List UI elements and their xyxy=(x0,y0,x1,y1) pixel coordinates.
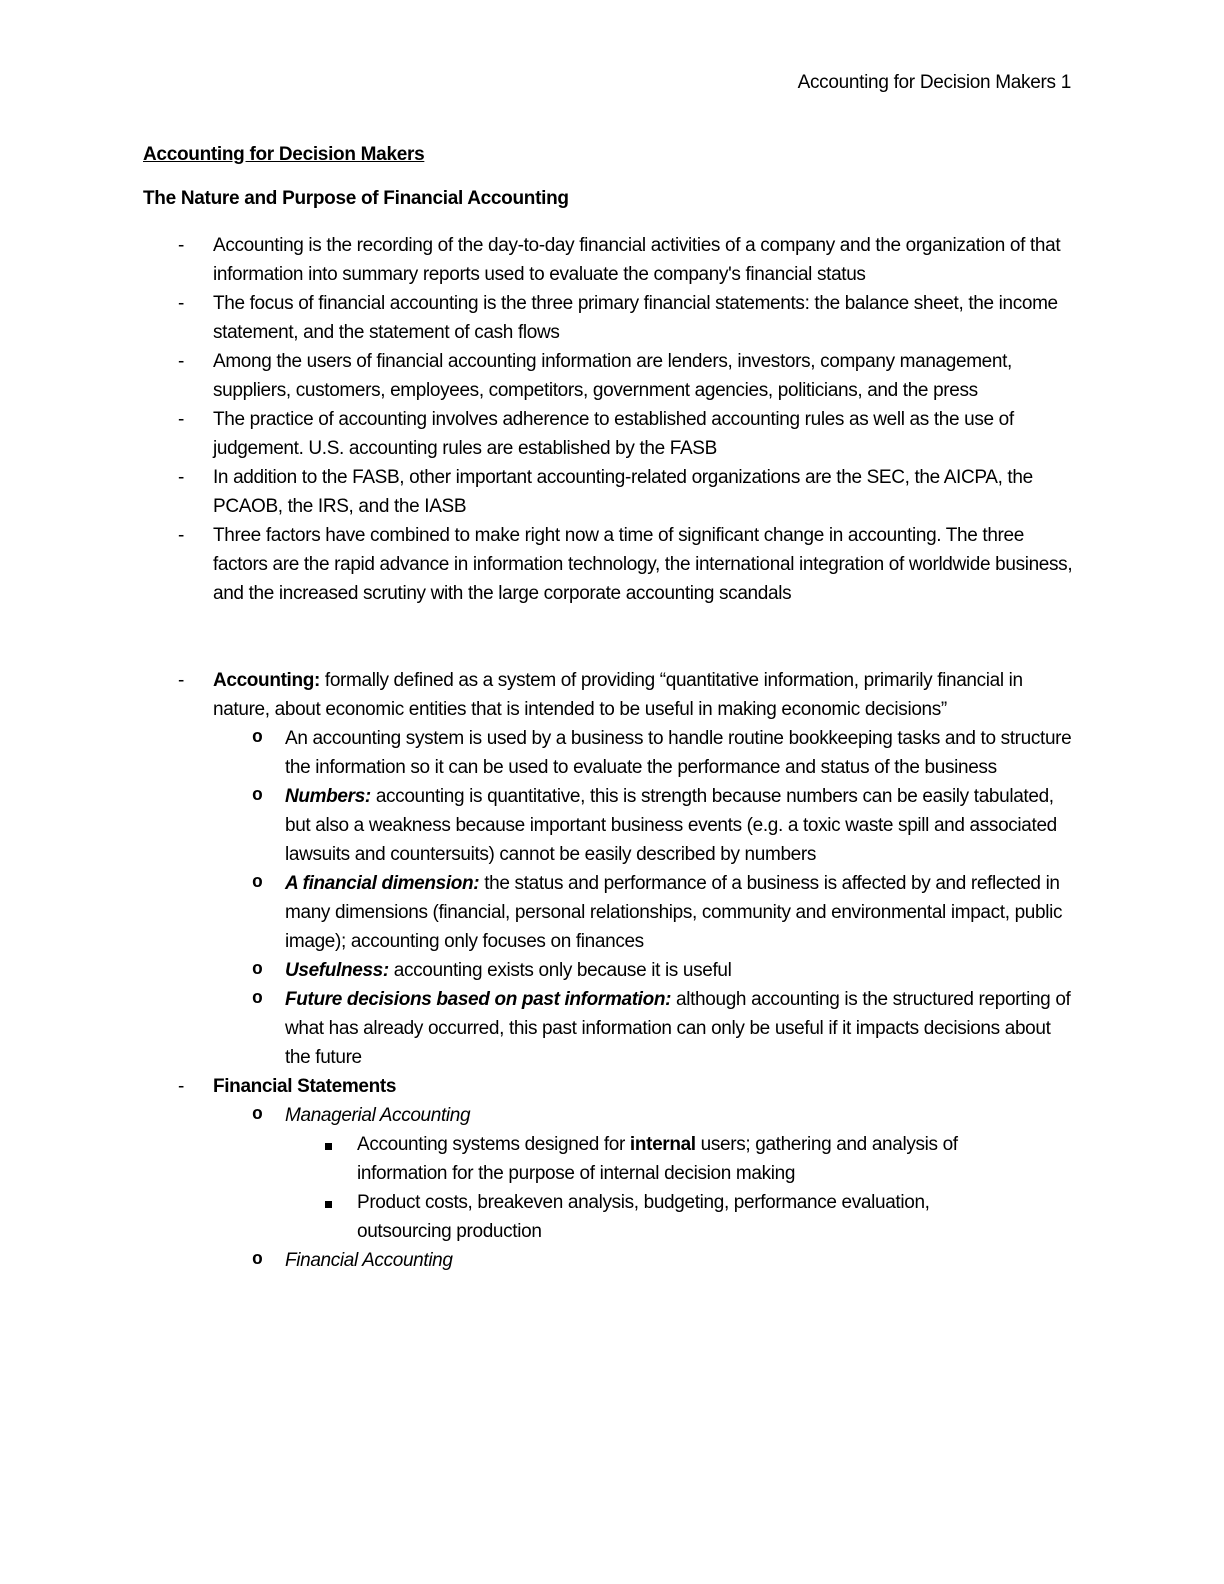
list-item-text: Three factors have combined to make right now a time of significant change in accounting. The three factors are the rapid advance in information technology, the international integration of worldwide business, and the increased scrutiny with the large corporate accounting scandals xyxy=(213,525,1073,604)
circle-bullet-icon: o xyxy=(252,960,263,980)
dash-bullet-icon: - xyxy=(178,467,184,488)
list-item xyxy=(0,347,1073,405)
section-title: The Nature and Purpose of Financial Accounting xyxy=(143,188,569,209)
list-item xyxy=(0,405,1073,463)
definition-list xyxy=(0,666,1224,724)
list-item-text: Among the users of financial accounting information are lenders, investors, company management, suppliers, customers, employees, competitors, government agencies, politicians, and the press xyxy=(213,351,1012,401)
dash-bullet-icon: - xyxy=(178,235,184,256)
list-item-text: The focus of financial accounting is the three primary financial statements: the balance sheet, the income statement, and the statement of cash flows xyxy=(213,293,1058,343)
list-item xyxy=(0,289,1073,347)
list-item-text: In addition to the FASB, other important accounting-related organizations are the SEC, the AICPA, the PCAOB, the IRS, and the IASB xyxy=(213,467,1033,517)
list-item-text: The practice of accounting involves adherence to established accounting rules as well as the use of judgement. U.S. accounting rules are established by the FASB xyxy=(213,409,1014,459)
sub-item-text: accounting is quantitative, this is strength because numbers can be easily tabulated, but also a weakness because important business events (e.g. a toxic waste spill and associated lawsuits and countersuits) cannot be easily described by numbers xyxy=(285,786,1057,865)
square-bullet-icon xyxy=(325,1188,332,1217)
blank-paragraph xyxy=(0,608,1224,666)
document-title: Accounting for Decision Makers xyxy=(143,144,425,165)
circle-bullet-icon: o xyxy=(252,873,263,893)
definition-text: formally defined as a system of providing “quantitative information, primarily financial in nature, about economic entities that is intended to be useful in making economic decisions” xyxy=(213,670,1023,720)
financial-statements-heading xyxy=(0,1072,1073,1101)
dash-bullet-icon: - xyxy=(178,293,184,314)
list-item xyxy=(0,463,1073,521)
list-item-text: Accounting is the recording of the day-to-day financial activities of a company and the organization of that information into summary reports used to evaluate the company's financial status xyxy=(213,235,1061,285)
sub-item-term: A financial dimension: xyxy=(285,873,480,894)
detail-text: Product costs, breakeven analysis, budgeting, performance evaluation, outsourcing production xyxy=(357,1192,930,1242)
circle-bullet-icon: o xyxy=(252,786,263,806)
managerial-detail-item xyxy=(0,1130,1017,1188)
financial-statements-list xyxy=(0,1072,1224,1275)
sub-list-item xyxy=(0,956,1075,985)
dash-bullet-icon: - xyxy=(178,670,184,691)
sub-item-text: accounting exists only because it is useful xyxy=(388,960,732,981)
list-item xyxy=(0,231,1073,289)
sub-heading-text: Managerial Accounting xyxy=(285,1105,471,1126)
sub-list-item xyxy=(0,985,1075,1072)
running-header: Accounting for Decision Makers 1 xyxy=(797,72,1071,93)
definition-term: Accounting: xyxy=(213,670,320,691)
sub-item-term: Usefulness: xyxy=(285,960,389,981)
managerial-accounting-item xyxy=(0,1101,1075,1130)
circle-bullet-icon: o xyxy=(252,728,263,748)
dash-bullet-icon: - xyxy=(178,525,184,546)
circle-bullet-icon: o xyxy=(252,989,263,1009)
sub-item-term: Future decisions based on past information: xyxy=(285,989,672,1010)
document-body xyxy=(0,231,1224,1275)
intro-bullet-list xyxy=(0,231,1224,608)
circle-bullet-icon: o xyxy=(252,1250,263,1270)
sub-item-term: Numbers: xyxy=(285,786,371,807)
definition-item xyxy=(0,666,1073,724)
sub-item-text: although accounting is the structured reporting of what has already occurred, this past information can only be useful if it impacts decisions about the future xyxy=(285,989,1071,1068)
circle-bullet-icon: o xyxy=(252,1105,263,1125)
sub-item-text: the status and performance of a business is affected by and reflected in many dimensions (financial, personal relationships, community and environmental impact, public image); accounting only focuses on finances xyxy=(285,873,1063,952)
financial-accounting-item xyxy=(0,1246,1075,1275)
heading-text: Financial Statements xyxy=(213,1076,397,1097)
sub-list-item xyxy=(0,782,1075,869)
definition-subitems xyxy=(0,724,1224,1072)
list-item xyxy=(0,521,1073,608)
sub-item-text: An accounting system is used by a business to handle routine bookkeeping tasks and to structure the information so it can be used to evaluate the performance and status of the business xyxy=(285,728,1072,778)
detail-text: Accounting systems designed for xyxy=(357,1134,630,1155)
detail-text: users; gathering and analysis of information for the purpose of internal decision making xyxy=(357,1134,958,1184)
managerial-detail-item xyxy=(0,1188,1017,1246)
emphasis-text: internal xyxy=(629,1134,696,1155)
dash-bullet-icon: - xyxy=(178,351,184,372)
dash-bullet-icon: - xyxy=(178,1076,184,1097)
sub-list-item xyxy=(0,869,1075,956)
sub-list-item xyxy=(0,724,1075,782)
sub-heading-text: Financial Accounting xyxy=(285,1250,453,1271)
dash-bullet-icon: - xyxy=(178,409,184,430)
square-bullet-icon xyxy=(325,1130,332,1159)
